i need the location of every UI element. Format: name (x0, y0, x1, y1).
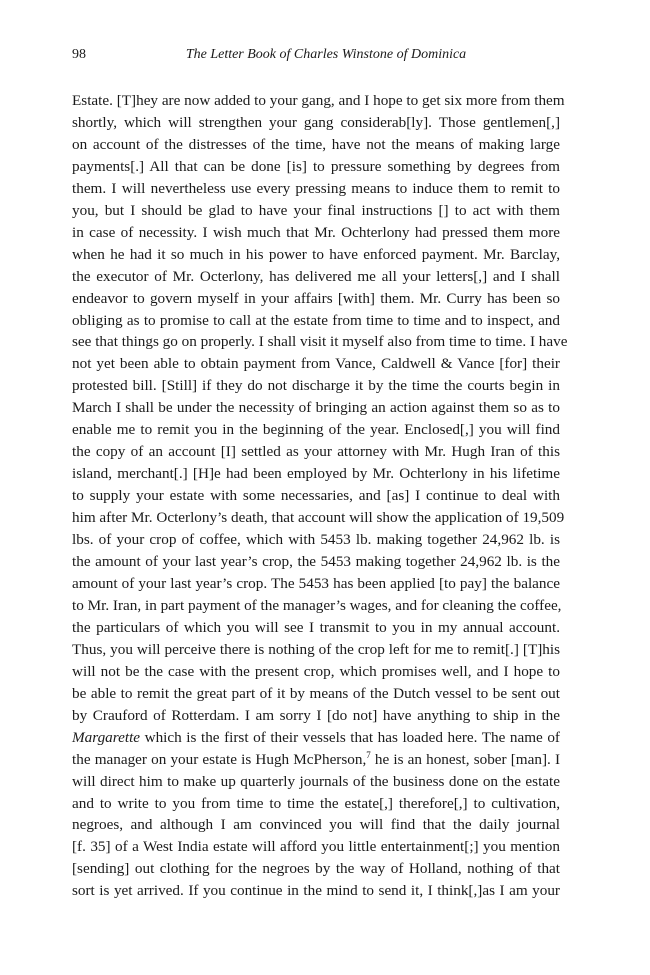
text-line: negroes, and although I am convinced you will find that the daily journal (72, 816, 560, 834)
text-line: the amount of your last year’s crop, the 5453 making together 24,962 lb. is the (72, 553, 560, 571)
text-line: Estate. [T]hey are now added to your gang, and I hope to get six more from them (72, 92, 565, 109)
text-line: see that things go on properly. I shall visit it myself also from time to time. I have (72, 333, 568, 351)
ship-name: Margarette (72, 728, 141, 746)
text-line: you, but I should be glad to have your final instructions [] to act with them (72, 201, 560, 219)
text-line: on account of the distresses of the time, have not the means of making large (72, 135, 560, 153)
text-line: be able to remit the great part of it by means of the Dutch vessel to be sent out (72, 684, 560, 702)
text-line: will direct him to make up quarterly journals of the business done on the estate (72, 772, 560, 790)
text-line: Thus, you will perceive there is nothing of the crop left for me to remit[.] [T]his (72, 640, 560, 658)
footnote-marker[interactable]: 7 (366, 749, 371, 760)
page-header (72, 46, 580, 66)
text-line: when he had it so much in his power to have enforced payment. Mr. Barclay, (72, 245, 560, 263)
running-head: The Letter Book of Charles Winstone of Dominica (185, 47, 467, 62)
text-line: sort is yet arrived. If you continue in the mind to send it, I think[,]as I am your (72, 882, 560, 900)
text-line: island, merchant[.] [H]e had been employed by Mr. Ochterlony in his lifetime (72, 465, 560, 483)
text-line: and to write to you from time to time the estate[,] therefore[,] to cultivation, (72, 794, 560, 812)
text-line: [sending] out clothing for the negroes by the way of Holland, nothing of that (72, 860, 560, 878)
text-line: enable me to remit you in the beginning of the year. Enclosed[,] you will find (72, 421, 560, 439)
text-segment: which is the first of their vessels that has loaded here. The name of (140, 728, 560, 746)
text-line: the executor of Mr. Octerlony, has delivered me all your letters[,] and I shall (72, 267, 560, 285)
text-line: by Crauford of Rotterdam. I am sorry I [do not] have anything to ship in the (72, 706, 560, 724)
text-segment: he is an honest, sober [man]. I (370, 750, 560, 768)
text-line: them. I will nevertheless use every pressing means to induce them to remit to (72, 179, 560, 197)
body-text (72, 90, 568, 902)
text-line: the copy of an account [I] settled as your attorney with Mr. Hugh Iran of this (72, 443, 560, 461)
text-line: him after Mr. Octerlony’s death, that account will show the application of 19,509 (72, 509, 565, 527)
text-line: endeavor to govern myself in your affairs [with] them. Mr. Curry has been so (72, 289, 560, 307)
text-line: lbs. of your crop of coffee, which with 5453 lb. making together 24,962 lb. is (72, 531, 560, 549)
text-line: protested bill. [Still] if they do not discharge it by the time the courts begin in (72, 377, 560, 395)
text-line: the particulars of which you will see I transmit to you in my annual account. (72, 618, 560, 636)
page-number: 98 (72, 47, 86, 62)
text-line: to supply your estate with some necessaries, and [as] I continue to deal with (72, 487, 560, 505)
text-line: to Mr. Iran, in part payment of the manager’s wages, and for cleaning the coffee, (72, 596, 562, 614)
text-line: amount of your last year’s crop. The 5453 has been applied [to pay] the balance (72, 574, 560, 592)
text-line: March I shall be under the necessity of bringing an action against them so as to (72, 399, 560, 417)
text-line: shortly, which will strengthen your gang considerab[ly]. Those gentlemen[,] (72, 113, 560, 131)
text-line: will not be the case with the present crop, which promises well, and I hope to (72, 662, 560, 680)
text-segment: the manager on your estate is Hugh McPherson, (72, 750, 367, 768)
text-line: in case of necessity. I wish much that Mr. Ochterlony had pressed them more (72, 223, 560, 241)
text-line: obliging as to promise to call at the estate from time to time and to inspect, and (72, 311, 560, 329)
text-line-mcpherson (72, 749, 560, 771)
text-line-margarette (72, 727, 560, 749)
text-line: not yet been able to obtain payment from Vance, Caldwell & Vance [for] their (72, 355, 560, 373)
text-line: [f. 35] of a West India estate will afford you little entertainment[;] you mention (72, 838, 560, 856)
text-line: payments[.] All that can be done [is] to pressure something by degrees from (72, 157, 560, 175)
